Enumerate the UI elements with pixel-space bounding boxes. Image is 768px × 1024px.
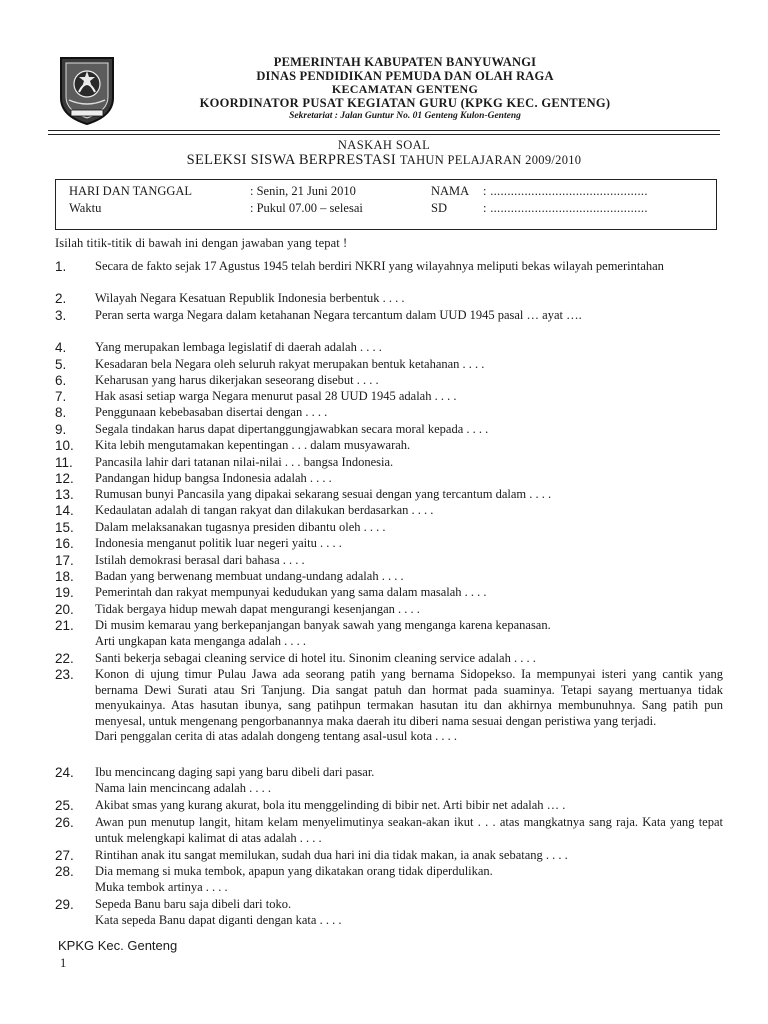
question-text: Keharusan yang harus dikerjakan seseorang disebut . . . . <box>95 373 379 387</box>
question-number: 9. <box>55 422 67 437</box>
question-text: Yang merupakan lembaga legislatif di daerah adalah . . . . <box>95 340 382 354</box>
name-field[interactable]: : .............................................. <box>483 184 648 198</box>
date-label: HARI DAN TANGGAL <box>69 184 193 198</box>
question-number: 18. <box>55 569 74 584</box>
question-subline: Kata sepeda Banu dapat diganti dengan kata . . . . <box>95 912 342 927</box>
question-text: Segala tindakan harus dapat dipertanggungjawabkan secara moral kepada . . . . <box>95 422 489 436</box>
question-subline: Nama lain mencincang adalah . . . . <box>95 780 271 795</box>
question-text <box>95 864 723 895</box>
question-number: 28. <box>55 864 74 879</box>
school-label: SD <box>431 201 447 215</box>
letterhead-divider-thin <box>48 134 720 135</box>
page-footer: KPKG Kec. Genteng <box>58 938 178 953</box>
question-number: 4. <box>55 340 67 355</box>
instruction: Isilah titik-titik di bawah ini dengan jawaban yang tepat ! <box>55 236 348 250</box>
question-text: Indonesia menganut politik luar negeri yaitu . . . . <box>95 536 342 550</box>
question-line: Dia memang si muka tembok, apapun yang dikatakan orang tidak diperdulikan. <box>95 864 493 878</box>
question-text: Akibat smas yang kurang akurat, bola itu menggelinding di bibir net. Arti bibir net adalah … . <box>95 798 566 812</box>
document-title-main: SELEKSI SISWA BERPRESTASI <box>186 152 397 168</box>
question-number: 10. <box>55 438 74 453</box>
question-number: 17. <box>55 553 74 568</box>
question-number: 2. <box>55 291 67 306</box>
question-number: 11. <box>55 455 73 470</box>
question-line: Sepeda Banu baru saja dibeli dari toko. <box>95 897 292 911</box>
question-line: Ibu mencincang daging sapi yang baru dibeli dari pasar. <box>95 765 375 779</box>
question-number: 14. <box>55 503 74 518</box>
question-text: Rintihan anak itu sangat memilukan, sudah dua hari ini dia tidak makan, ia anak sebatang . . . . <box>95 848 568 862</box>
letterhead-coordinator: KOORDINATOR PUSAT KEGIATAN GURU (KPKG KEC. GENTENG) <box>199 96 611 110</box>
question-text <box>95 765 723 796</box>
question-number: 12. <box>55 471 74 486</box>
question-text: Penggunaan kebebasaban disertai dengan . . . . <box>95 405 328 419</box>
time-label: Waktu <box>69 201 102 215</box>
letterhead <box>125 55 685 123</box>
question-text: Peran serta warga Negara dalam ketahanan Negara tercantum dalam UUD 1945 pasal … ayat …. <box>95 308 582 322</box>
page-number: 1 <box>60 956 67 970</box>
name-label: NAMA <box>431 184 470 198</box>
question-number: 19. <box>55 585 74 600</box>
question-subline: Dari penggalan cerita di atas adalah dongeng tentang asal-usul kota . . . . <box>95 729 458 743</box>
question-number: 6. <box>55 373 67 388</box>
question-line: Konon di ujung timur Pulau Jawa ada seorang patih yang bernama Sidopekso. Ia mempunyai isteri yang cantik yang bernama Dewi Surati atau Sri Tanjung. Dia sangat patuh dan hormat pada suaminya. Tetapi sayang mertuanya tidak menyukainya. Atas hasutan ibunya, sang patihpun termakan hasutan itu dan akhirnya membunuhnya. Sang patih pun menyesal, untuk mengenang pengorbanannya maka daerah itu diberi nama sesuai dengan peristiwa yang terjadi. <box>95 667 723 728</box>
question-line: Di musim kemarau yang berkepanjangan banyak sawah yang menganga karena kepanasan. <box>95 618 551 632</box>
question-subline: Muka tembok artinya . . . . <box>95 879 228 894</box>
question-text <box>95 618 723 649</box>
letterhead-government: PEMERINTAH KABUPATEN BANYUWANGI <box>273 55 537 69</box>
letterhead-address: Sekretariat : Jalan Guntur No. 01 Genteng Kulon-Genteng <box>289 111 521 121</box>
question-number: 20. <box>55 602 74 617</box>
question-number: 8. <box>55 405 67 420</box>
question-number: 13. <box>55 487 74 502</box>
info-row-date <box>56 183 716 199</box>
question-text: Hak asasi setiap warga Negara menurut pasal 28 UUD 1945 adalah . . . . <box>95 389 457 403</box>
question-text: Santi bekerja sebagai cleaning service di hotel itu. Sinonim cleaning service adalah . . . . <box>95 651 536 665</box>
question-text: Tidak bergaya hidup mewah dapat mengurangi kesenjangan . . . . <box>95 602 420 616</box>
question-text: Pemerintah dan rakyat mempunyai kedudukan yang sama dalam masalah . . . . <box>95 585 487 599</box>
question-text: Rumusan bunyi Pancasila yang dipakai sekarang sesuai dengan yang tercantum dalam . . . . <box>95 487 552 501</box>
document-type: NASKAH SOAL <box>337 138 431 152</box>
question-number: 5. <box>55 357 67 372</box>
question-text: Secara de fakto sejak 17 Agustus 1945 telah berdiri NKRI yang wilayahnya meliputi bekas wilayah pemerintahan <box>95 259 664 273</box>
question-number: 24. <box>55 765 74 780</box>
question-number: 15. <box>55 520 74 535</box>
school-field[interactable]: : .............................................. <box>483 201 648 215</box>
question-text <box>95 667 723 745</box>
question-number: 23. <box>55 667 74 682</box>
question-number: 25. <box>55 798 74 813</box>
question-text <box>95 897 723 928</box>
question-text: Badan yang berwenang membuat undang-undang adalah . . . . <box>95 569 404 583</box>
document-title <box>0 152 768 169</box>
document-title-sub: TAHUN PELAJARAN 2009/2010 <box>399 153 582 167</box>
question-number: 21. <box>55 618 74 633</box>
letterhead-district: KECAMATAN GENTENG <box>331 82 479 96</box>
question-subline: Arti ungkapan kata menganga adalah . . . . <box>95 633 307 648</box>
letterhead-divider <box>48 130 720 131</box>
date-value: : Senin, 21 Juni 2010 <box>250 184 356 198</box>
question-text: Dalam melaksanakan tugasnya presiden dibantu oleh . . . . <box>95 520 386 534</box>
question-text: Awan pun menutup langit, hitam kelam menyelimutinya seakan-akan ikut . . . atas mangkatnya sang raja. Kata yang tepat untuk melengkapi kalimat di atas adalah . . . . <box>95 815 723 845</box>
question-number: 3. <box>55 308 67 323</box>
time-value: : Pukul 07.00 – selesai <box>250 201 363 215</box>
question-number: 27. <box>55 848 74 863</box>
question-number: 26. <box>55 815 74 830</box>
question-number: 7. <box>55 389 67 404</box>
question-number: 29. <box>55 897 74 912</box>
letterhead-department: DINAS PENDIDIKAN PEMUDA DAN OLAH RAGA <box>256 69 554 83</box>
question-text: Kita lebih mengutamakan kepentingan . . . dalam musyawarah. <box>95 438 411 452</box>
info-row-time <box>56 200 716 216</box>
question-number: 22. <box>55 651 74 666</box>
question-number: 1. <box>55 259 67 274</box>
question-text: Kedaulatan adalah di tangan rakyat dan dilakukan berdasarkan . . . . <box>95 503 434 517</box>
question-text: Kesadaran bela Negara oleh seluruh rakyat merupakan bentuk ketahanan . . . . <box>95 357 485 371</box>
question-text: Wilayah Negara Kesatuan Republik Indonesia berbentuk . . . . <box>95 291 405 305</box>
question-text: Pandangan hidup bangsa Indonesia adalah . . . . <box>95 471 332 485</box>
question-text: Istilah demokrasi berasal dari bahasa . . . . <box>95 553 305 567</box>
question-number: 16. <box>55 536 74 551</box>
exam-info-box <box>55 179 717 230</box>
question-text: Pancasila lahir dari tatanan nilai-nilai . . . bangsa Indonesia. <box>95 455 394 469</box>
banyuwangi-emblem-icon <box>57 54 117 126</box>
